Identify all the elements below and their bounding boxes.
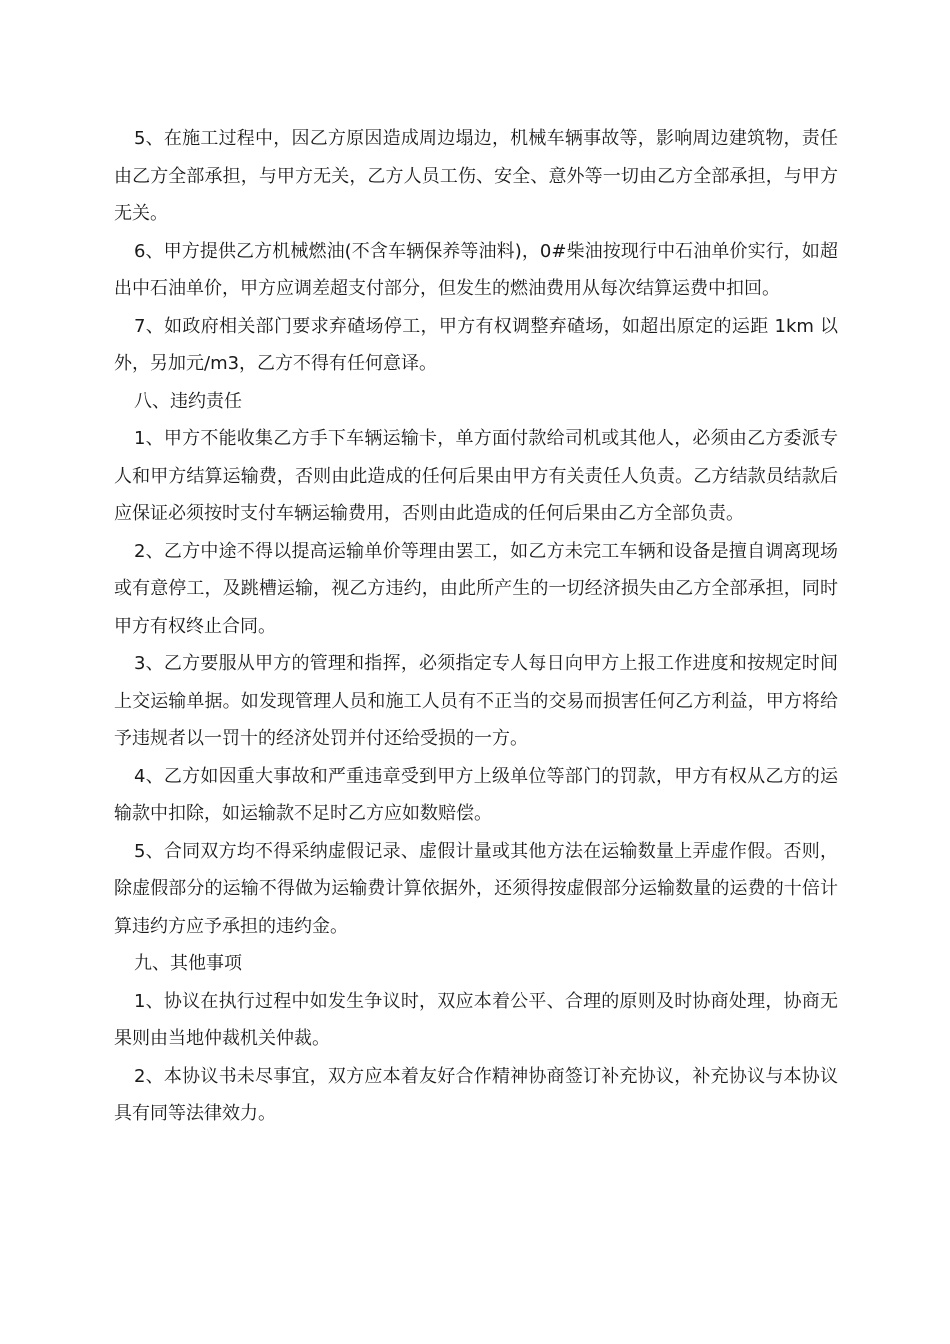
clause-paragraph: 2、乙方中途不得以提高运输单价等理由罢工，如乙方未完工车辆和设备是擅自调离现场或有意停工，及跳槽运输，视乙方违约，由此所产生的一切经济损失由乙方全部承担，同时甲方有权终止合同。	[114, 540, 838, 637]
clause-paragraph: 3、乙方要服从甲方的管理和指挥，必须指定专人每日向甲方上报工作进度和按规定时间上交运输单据。如发现管理人员和施工人员有不正当的交易而损害任何乙方利益，甲方将给予违规者以一罚十的经济处罚并付还给受损的一方。	[114, 653, 838, 749]
clause-paragraph: 4、乙方如因重大事故和严重违章受到甲方上级单位等部门的罚款，甲方有权从乙方的运输款中扣除，如运输款不足时乙方应如数赔偿。	[114, 765, 838, 824]
clause-paragraph: 1、协议在执行过程中如发生争议时，双应本着公平、合理的原则及时协商处理，协商无果则由当地仲裁机关仲裁。	[114, 990, 838, 1049]
clause-paragraph: 5、在施工过程中，因乙方原因造成周边塌边，机械车辆事故等，影响周边建筑物，责任由乙方全部承担，与甲方无关，乙方人员工伤、安全、意外等一切由乙方全部承担，与甲方无关。	[114, 128, 838, 224]
section-heading: 九、其他事项	[134, 953, 242, 974]
clause-paragraph: 5、合同双方均不得采纳虚假记录、虚假计量或其他方法在运输数量上弄虚作假。否则，除虚假部分的运输不得做为运输费计算依据外，还须得按虚假部分运输数量的运费的十倍计算违约方应予承担的违约金。	[114, 840, 838, 937]
clause-paragraph: 1、甲方不能收集乙方手下车辆运输卡，单方面付款给司机或其他人，必须由乙方委派专人和甲方结算运输费，否则由此造成的任何后果由甲方有关责任人负责。乙方结款员结款后应保证必须按时支付车辆运输费用，否则由此造成的任何后果由乙方全部负责。	[114, 428, 838, 524]
clause-paragraph: 7、如政府相关部门要求弃碴场停工，甲方有权调整弃碴场，如超出原定的运距 1km 以外，另加元/m3，乙方不得有任何意译。	[114, 315, 838, 374]
clause-paragraph: 6、甲方提供乙方机械燃油(不含车辆保养等油料)，0#柴油按现行中石油单价实行，如超出中石油单价，甲方应调差超支付部分，但发生的燃油费用从每次结算运费中扣回。	[114, 240, 838, 299]
document-body	[114, 120, 838, 1133]
clause-paragraph: 2、本协议书未尽事宜，双方应本着友好合作精神协商签订补充协议，补充协议与本协议具有同等法律效力。	[114, 1065, 838, 1124]
section-heading: 八、违约责任	[134, 390, 242, 412]
